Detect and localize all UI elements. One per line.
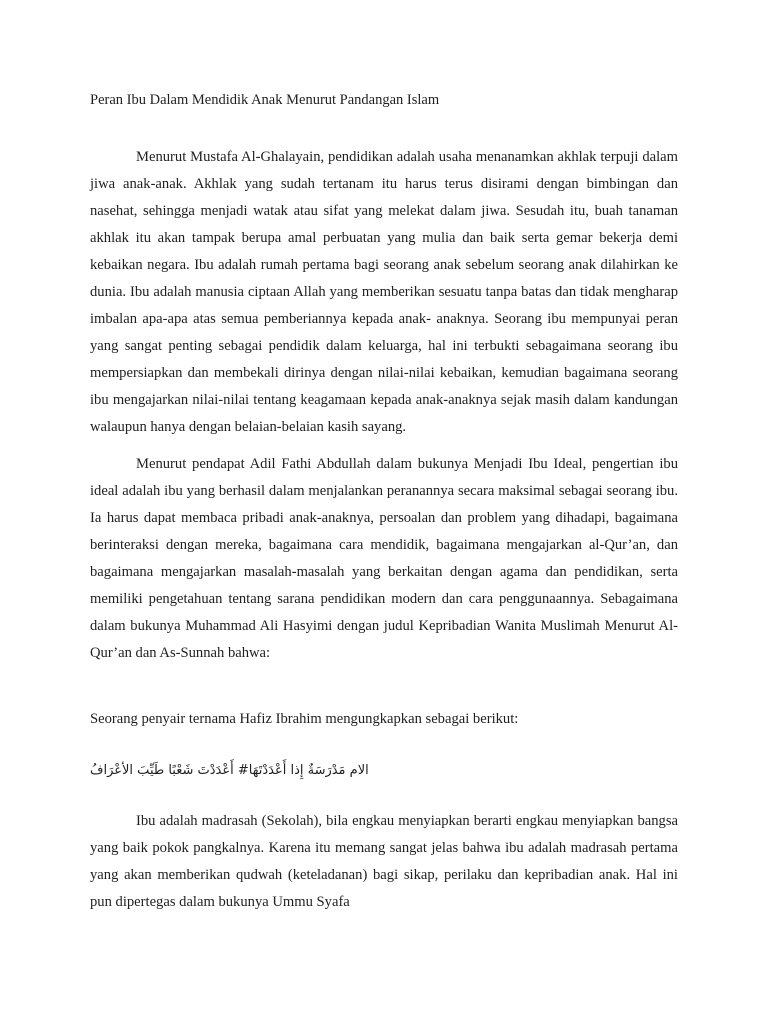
document-title: Peran Ibu Dalam Mendidik Anak Menurut Pandangan Islam [90,92,440,108]
arabic-verse [90,763,678,778]
paragraph-4: Ibu adalah madrasah (Sekolah), bila engkau menyiapkan berarti engkau menyiapkan bangsa yang baik pokok pangkalnya. Karena itu memang sangat jelas bahwa ibu adalah madrasah pertama yang akan memberikan qudwah (keteladanan) bagi sikap, perilaku dan kepribadian anak. Hal ini pun dipertegas dalam bukunya Ummu Syafa [90,813,678,910]
paragraph-3: Seorang penyair ternama Hafiz Ibrahim mengungkapkan sebagai berikut: [90,711,519,727]
paragraph-2: Menurut pendapat Adil Fathi Abdullah dalam bukunya Menjadi Ibu Ideal, pengertian ibu ideal adalah ibu yang berhasil dalam menjalankan peranannya secara maksimal sebagai seorang ibu. Ia harus dapat membaca pribadi anak-anaknya, persoalan dan problem yang dihadapi, bagaimana berinteraksi dengan mereka, bagaimana cara mendidik, bagaimana mengajarkan al-Qur’an, dan bagaimana mengajarkan masalah-masalah yang berkaitan dengan agama dan pendidikan, serta memiliki pengetahuan tentang sarana pendidikan modern dan cara penggunaannya. Sebagaimana dalam bukunya Muhammad Ali Hasyimi dengan judul Kepribadian Wanita Muslimah Menurut Al-Qur’an dan As-Sunnah bahwa: [90,456,678,661]
arabic-verse-text: الام مَدْرَسَةٌ إِذا أَعْدَدْتَهَا# أَعْدَدْتَ شَعْبًا طَيِّبَ الأعْرَافُ [90,763,369,778]
paragraph-1: Menurut Mustafa Al-Ghalayain, pendidikan adalah usaha menanamkan akhlak terpuji dalam jiwa anak-anak. Akhlak yang sudah tertanam itu harus terus disirami dengan bimbingan dan nasehat, sehingga menjadi watak atau sifat yang melekat dalam jiwa. Sesudah itu, buah tanaman akhlak itu akan tampak berupa amal perbuatan yang mulia dan baik serta gemar bekerja demi kebaikan negara. Ibu adalah rumah pertama bagi seorang anak sebelum seorang anak dilahirkan ke dunia. Ibu adalah manusia ciptaan Allah yang memberikan sesuatu tanpa batas dan tidak mengharap imbalan apa-apa atas semua pemberiannya kepada anak- anaknya. Seorang ibu mempunyai peran yang sangat penting sebagai pendidik dalam keluarga, hal ini terbukti sebagaimana seorang ibu mempersiapkan dan membekali dirinya dengan nilai-nilai kebaikan, kemudian bagaimana seorang ibu mengajarkan nilai-nilai tentang keagamaan kepada anak-anaknya sejak masih dalam kandungan walaupun hanya dengan belaian-belaian kasih sayang. [90,149,678,435]
